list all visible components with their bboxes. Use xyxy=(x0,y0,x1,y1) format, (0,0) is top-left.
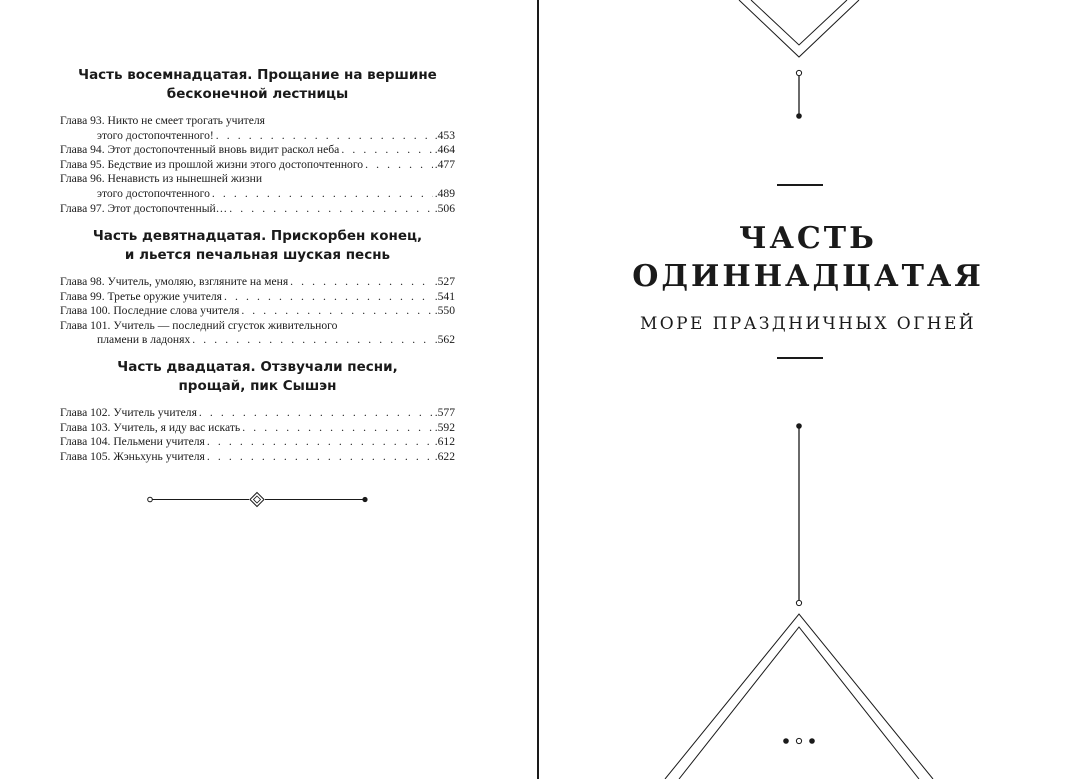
dot-leader xyxy=(224,290,433,305)
three-dots-icon xyxy=(783,738,815,744)
toc-entry[interactable] xyxy=(60,202,455,217)
part-title-line: Часть двадцатая. Отзвучали песни, xyxy=(117,359,398,375)
toc-entry[interactable] xyxy=(60,421,455,436)
toc-entry-text: этого достопочтенного! xyxy=(97,128,214,142)
right-page xyxy=(539,0,1077,779)
toc-entry-text: Глава 95. Бедствие из прошлой жизни этого достопочтенного xyxy=(60,157,364,171)
page-number: .592 xyxy=(434,420,455,434)
part-title-line: Часть девятнадцатая. Прискорбен конец, xyxy=(92,228,423,244)
dot-leader xyxy=(341,143,432,158)
toc-entry[interactable] xyxy=(60,290,455,305)
toc-entry-text: этого достопочтенного xyxy=(97,186,210,200)
page-ornaments xyxy=(539,0,1077,779)
toc-entry-text: Глава 101. Учитель — последний сгусток живительного xyxy=(60,318,338,332)
toc-entry-text: Глава 93. Никто не смеет трогать учителя xyxy=(60,114,265,127)
toc-list xyxy=(60,114,455,216)
part-subtitle: МОРЕ ПРАЗДНИЧНЫХ ОГНЕЙ xyxy=(639,314,977,334)
dot-leader xyxy=(242,421,433,436)
toc-entry[interactable] xyxy=(60,450,455,465)
toc-entry-text: Глава 104. Пельмени учителя xyxy=(60,435,205,449)
dot-leader xyxy=(290,275,433,290)
dot-leader xyxy=(216,129,433,144)
toc-entry[interactable] xyxy=(60,143,455,158)
toc-entry-text: Глава 94. Этот достопочтенный вновь видит раскол неба xyxy=(60,143,340,157)
page-number: .527 xyxy=(434,275,455,288)
page-number: .622 xyxy=(434,449,455,463)
part-title xyxy=(60,227,455,265)
dot-leader xyxy=(229,202,432,217)
toc-entry-text: Глава 105. Жэньхунь учителя xyxy=(60,449,205,463)
dot-leader xyxy=(212,187,433,202)
left-page xyxy=(0,0,537,779)
dot-leader xyxy=(207,435,433,450)
toc-entry[interactable] xyxy=(60,319,455,348)
toc-entry-text: Глава 99. Третье оружие учителя xyxy=(60,289,223,303)
part-title xyxy=(60,66,455,104)
page-number: .489 xyxy=(434,186,455,200)
toc-entry[interactable] xyxy=(60,304,455,319)
toc-entry[interactable] xyxy=(60,172,455,201)
toc-entry[interactable] xyxy=(60,406,455,421)
page-number: .550 xyxy=(434,304,455,318)
dot-leader xyxy=(241,304,432,319)
part-19 xyxy=(60,227,455,348)
toc-entry-text: Глава 96. Ненависть из нынешней жизни xyxy=(60,172,263,186)
toc-entry-text: Глава 100. Последние слова учителя xyxy=(60,304,240,318)
dot-leader xyxy=(365,158,433,173)
page-number: .477 xyxy=(434,157,455,171)
part-title-line: бесконечной лестницы xyxy=(166,86,349,102)
part-20 xyxy=(60,358,455,464)
line-diamond-ornament-icon xyxy=(145,490,375,510)
vertical-line-icon xyxy=(796,423,802,605)
diamond-frame-icon xyxy=(665,614,933,779)
horizontal-rule xyxy=(777,357,823,359)
toc-entry-text: пламени в ладонях xyxy=(97,333,191,347)
toc-entry-text: Глава 102. Учитель учителя xyxy=(60,406,197,419)
toc-entry[interactable] xyxy=(60,435,455,450)
toc-entry[interactable] xyxy=(60,158,455,173)
page-number: .453 xyxy=(434,128,455,142)
toc-list xyxy=(60,406,455,464)
toc-entry[interactable] xyxy=(60,114,455,143)
toc-list xyxy=(60,275,455,348)
page-number: .577 xyxy=(434,406,455,419)
part-title-line: и льется печальная шуская песнь xyxy=(124,247,391,263)
page-number: .464 xyxy=(434,143,455,157)
horizontal-rule xyxy=(777,184,823,186)
toc-entry-text: Глава 98. Учитель, умоляю, взгляните на меня xyxy=(60,275,289,288)
page-number: .612 xyxy=(434,435,455,449)
part-heading-line: ЧАСТЬ xyxy=(739,221,877,257)
part-title xyxy=(60,358,455,396)
toc-entry[interactable] xyxy=(60,275,455,290)
diamond-frame-icon xyxy=(739,0,859,57)
page-number: .541 xyxy=(434,289,455,303)
part-title-line: Часть восемнадцатая. Прощание на вершине xyxy=(78,67,437,83)
vertical-line-icon xyxy=(796,70,802,118)
toc-entry-text: Глава 103. Учитель, я иду вас искать xyxy=(60,420,241,434)
part-title-line: прощай, пик Сышэн xyxy=(178,378,337,394)
part-heading-line: ОДИННАДЦАТАЯ xyxy=(632,259,984,295)
dot-leader xyxy=(207,450,433,465)
part-heading xyxy=(539,220,1077,296)
page-number: .562 xyxy=(434,333,455,347)
page-number: .506 xyxy=(434,201,455,215)
dot-leader xyxy=(199,406,433,421)
part-18 xyxy=(60,66,455,216)
toc-entry-text: Глава 97. Этот достопочтенный… xyxy=(60,201,228,215)
dot-leader xyxy=(192,333,432,348)
